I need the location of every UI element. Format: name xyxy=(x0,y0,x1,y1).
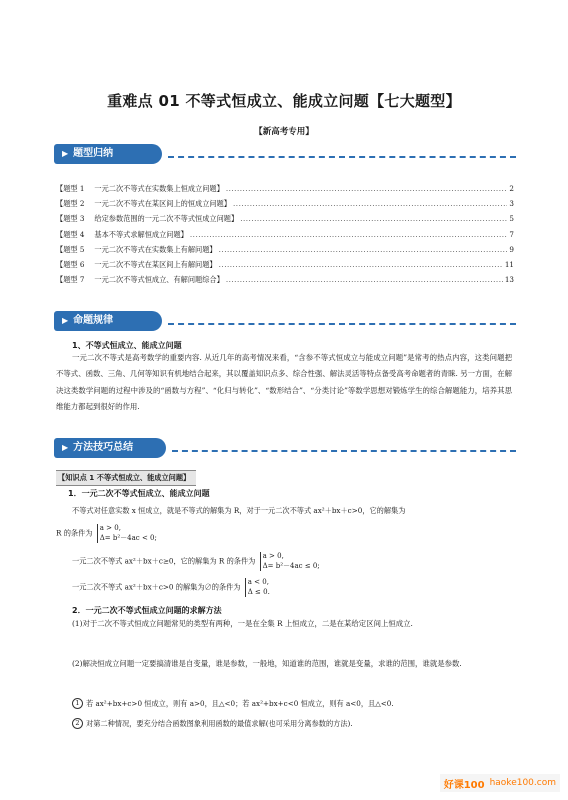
toc-entry-text: 一元二次不等式在某区间上的恒成立问题】 xyxy=(94,199,231,209)
condition-a: a > 0, xyxy=(262,552,284,560)
knowledge-point-tag: 【知识点 1 不等式恒成立、能成立问题】 xyxy=(56,470,196,486)
toc-leader-dots xyxy=(226,275,503,284)
section-pill xyxy=(54,144,162,164)
dashed-divider xyxy=(168,156,516,158)
condition-delta: Δ ≤ 0. xyxy=(247,587,270,596)
section-pill xyxy=(54,438,166,458)
document-title: 重难点 01 不等式恒成立、能成立问题【七大题型】 xyxy=(107,92,461,110)
circled-number-2: 2 xyxy=(72,718,83,729)
knowledge-line-4 xyxy=(72,578,270,597)
condition-label: R 的条件为 xyxy=(56,528,93,538)
play-triangle-icon: ▶ xyxy=(62,443,69,452)
play-triangle-icon: ▶ xyxy=(62,316,69,325)
section-header-question-types xyxy=(54,144,516,166)
section-title: 命题规律 xyxy=(73,315,114,326)
toc-entry-label: 【题型 7 xyxy=(56,275,85,285)
section-pill xyxy=(54,311,162,331)
toc-entry-text: 基本不等式求解恒成立问题】 xyxy=(94,229,188,239)
condition-system xyxy=(245,578,270,597)
toc-entry-label: 【题型 1 xyxy=(56,184,85,193)
toc-leader-dots xyxy=(226,184,508,193)
toc-entry[interactable] xyxy=(56,184,514,199)
method-item-1 xyxy=(72,698,394,709)
toc-entry-page: 7 xyxy=(509,229,514,239)
condition-a: a > 0, xyxy=(99,524,121,532)
dashed-divider xyxy=(172,450,516,452)
condition-label: 一元二次不等式 ax²＋bx＋c>0 的解集为∅的条件为 xyxy=(72,582,241,592)
method-item-text: 若 ax²+bx+c>0 恒成立，则有 a>0，且△<0；若 ax²+bx+c<0 恒成立，则有 a<0，且△<0. xyxy=(86,699,394,708)
toc-leader-dots xyxy=(190,230,508,239)
toc-leader-dots xyxy=(219,260,503,269)
rule-heading: 1、不等式恒成立、能成立问题 xyxy=(72,341,182,350)
toc-leader-dots xyxy=(219,245,508,254)
toc-entry-page: 13 xyxy=(504,275,514,285)
dashed-divider xyxy=(168,323,516,325)
toc-entry-text: 给定参数范围的一元二次不等式恒成立问题】 xyxy=(94,214,239,224)
table-of-contents xyxy=(56,184,514,290)
section-header-rules xyxy=(54,311,516,333)
condition-system xyxy=(97,524,157,543)
knowledge-line-3 xyxy=(72,552,320,571)
method-paragraph-2: (2)解决恒成立问题一定要搞清谁是自变量，谁是参数，一般地，知道谁的范围，谁就是变量，求谁的范围，谁就是参数. xyxy=(72,659,462,668)
method-item-2 xyxy=(72,718,353,729)
knowledge-heading-2: 2．一元二次不等式恒成立问题的求解方法 xyxy=(72,606,222,615)
toc-entry-page: 5 xyxy=(509,214,514,224)
knowledge-heading-1: 1．一元二次不等式恒成立、能成立问题 xyxy=(68,489,210,498)
rule-paragraph: 一元二次不等式是高考数学的重要内容. 从近几年的高考情况来看，“含参不等式恒成立与能成立问题”是常考的热点内容，这类问题把不等式、函数、三角、几何等知识有机地结合起来，其以覆盖知识点多、综合性强、解法灵活等特点备受高考命题者的青睐. 另一方面，在解决这类数学问题的过程中涉及的“函数与方程”、“化归与转化”、“数形结合”、“分类讨论”等数学思想对锻炼学生的综合解题能力，培养其思维能力都起到很好的作用. xyxy=(56,353,512,411)
condition-system xyxy=(260,552,320,571)
watermark-url: haoke100.com xyxy=(489,778,556,788)
toc-entry-page: 2 xyxy=(509,184,514,193)
knowledge-line-1: 不等式对任意实数 x 恒成立，就是不等式的解集为 R，对于一元二次不等式 ax²＋bx＋c>0，它的解集为 xyxy=(72,506,406,515)
play-triangle-icon: ▶ xyxy=(62,149,69,158)
toc-leader-dots xyxy=(240,214,507,223)
condition-a: a < 0, xyxy=(247,578,269,586)
toc-entry-label: 【题型 6 xyxy=(56,259,85,269)
section-header-methods xyxy=(54,438,516,460)
watermark-logo: 好课100 xyxy=(443,779,485,791)
method-item-text: 对第二种情况，要充分结合函数图象利用函数的最值求解(也可采用分离参数的方法). xyxy=(86,719,353,728)
toc-entry-page: 11 xyxy=(504,259,514,269)
method-paragraph-1: (1)对于二次不等式恒成立问题常见的类型有两种，一是在全集 R 上恒成立，二是在某给定区间上恒成立. xyxy=(72,619,413,628)
toc-entry[interactable] xyxy=(56,245,514,260)
toc-entry[interactable] xyxy=(56,275,514,290)
toc-entry-page: 9 xyxy=(509,244,514,254)
toc-entry-label: 【题型 5 xyxy=(56,244,85,254)
toc-entry-page: 3 xyxy=(509,199,514,209)
toc-entry[interactable] xyxy=(56,199,514,214)
condition-delta: Δ= b²－4ac ≤ 0; xyxy=(262,561,320,570)
toc-entry-text: 一元二次不等式在实数集上有解问题】 xyxy=(94,244,217,254)
toc-entry-label: 【题型 2 xyxy=(56,199,85,209)
toc-entry[interactable] xyxy=(56,260,514,275)
condition-label: 一元二次不等式 ax²＋bx＋c≥0，它的解集为 R 的条件为 xyxy=(72,556,256,566)
toc-entry-text: 一元二次不等式恒成立、有解问题综合】 xyxy=(94,275,224,285)
watermark xyxy=(440,774,560,792)
toc-entry[interactable] xyxy=(56,214,514,229)
toc-entry-text: 一元二次不等式在实数集上恒成立问题】 xyxy=(94,184,224,193)
toc-entry-text: 一元二次不等式在某区间上有解问题】 xyxy=(94,259,217,269)
knowledge-line-2 xyxy=(56,524,157,543)
document-subtitle: 【新高考专用】 xyxy=(254,127,314,137)
circled-number-1: 1 xyxy=(72,698,83,709)
toc-entry[interactable] xyxy=(56,230,514,245)
toc-entry-label: 【题型 4 xyxy=(56,229,85,239)
toc-leader-dots xyxy=(233,199,507,208)
condition-delta: Δ= b²－4ac < 0; xyxy=(99,533,157,542)
section-title: 题型归纳 xyxy=(73,148,114,159)
section-title: 方法技巧总结 xyxy=(73,442,134,453)
toc-entry-label: 【题型 3 xyxy=(56,214,85,224)
